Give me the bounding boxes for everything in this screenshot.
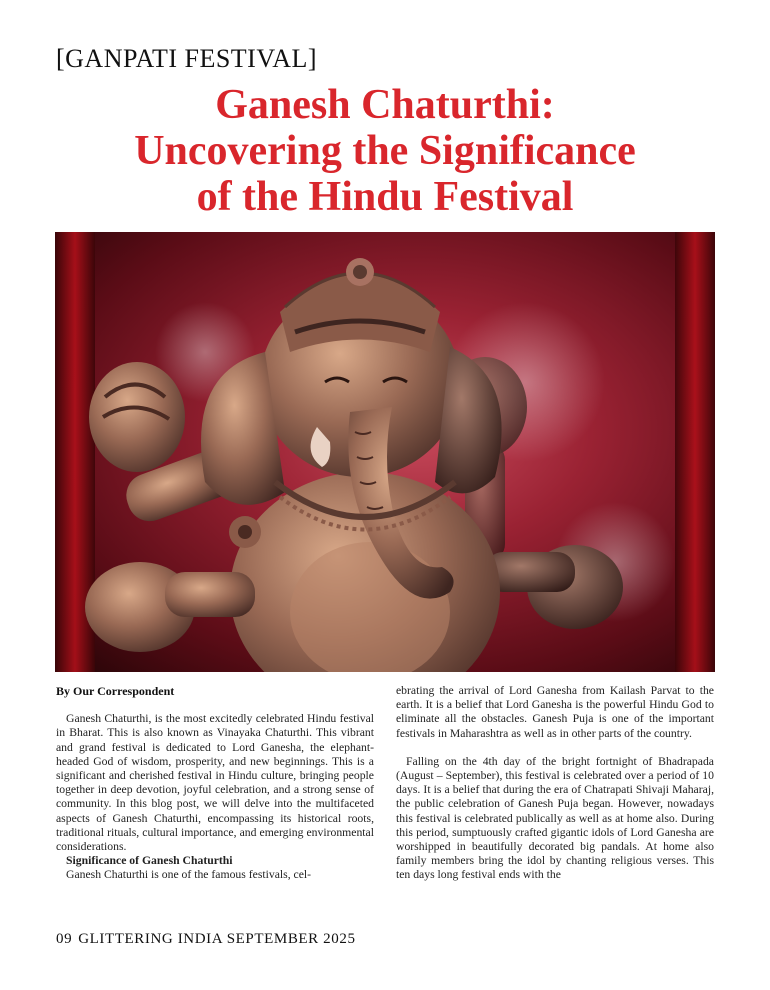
article-paragraph: Ganesh Chaturthi is one of the famous festivals, cel- [66, 868, 312, 882]
ganesha-idol-illustration [55, 232, 715, 672]
publication-name: GLITTERING INDIA SEPTEMBER 2025 [78, 931, 356, 947]
section-kicker: [GANPATI FESTIVAL] [56, 44, 318, 73]
article-paragraph: ebrating the arrival of Lord Ganesha from Kailash Parvat to the earth. It is a belief that Lord Ganesha is the powerful Hindu God to eliminate all the obstacles. Ganesh Puja is one of the important festivals in Maharashtra as well as in other parts of the country. [396, 684, 714, 740]
title-line-2: Uncovering the Significance [134, 128, 636, 174]
article-column-left [56, 684, 374, 883]
article-paragraph: Falling on the 4th day of the bright fortnight of Bhadrapada (August – September), this festival is celebrated over a period of 10 days. It is a belief that during the era of Chatrapati Shivaji Maharaj, the public celebration of Ganesh Puja began. However, nowadays this festival is celebrated publically as well as at home also. During this period, sumptuously crafted gigantic idols of Lord Ganesha are worshipped in beautifully decorated big pandals. At home also family members bring the idol by chanting religious verses. This ten days long festival ends with the [396, 754, 714, 882]
ganesha-idol-photo [55, 232, 715, 672]
title-line-1: Ganesh Chaturthi: [215, 82, 555, 128]
article-title [30, 82, 740, 220]
page-number: 09 [56, 931, 73, 947]
article-column-right [396, 684, 714, 883]
article-byline: By Our Correspondent [56, 684, 175, 698]
article-subheading: Significance of Ganesh Chaturthi [66, 854, 233, 868]
page-footer [56, 931, 362, 948]
title-line-3: of the Hindu Festival [196, 174, 574, 220]
article-paragraph: Ganesh Chaturthi, is the most excitedly celebrated Hindu festival in Bharat. This is also known as Vinayaka Chaturthi. This vibrant and grand festival is dedicated to Lord Ganesha, the elephant-headed God of wisdom, prosperity, and new beginnings. This is a significant and cherished festival in Hindu culture, bringing people together in deep devotion, joyful celebration, and a strong sense of community. In this blog post, we will delve into the multifaceted aspects of Ganesh Chaturthi, encompassing its historical roots, traditional rituals, cultural importance, and emerging environmental considerations. [56, 712, 374, 854]
